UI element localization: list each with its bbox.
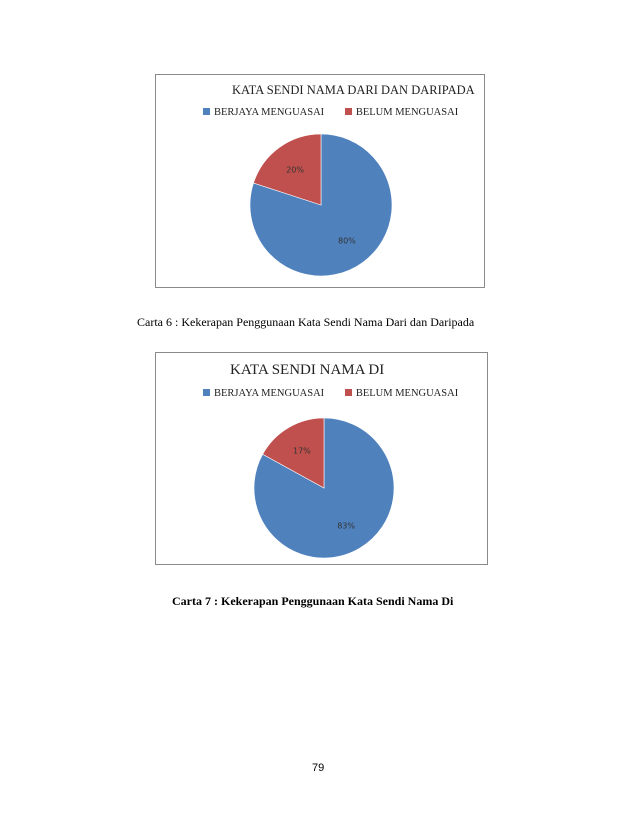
chart-caption: Carta 6 : Kekerapan Penggunaan Kata Sendi Nama Dari dan Daripada (137, 315, 475, 329)
page-number: 79 (312, 762, 325, 774)
chart-caption: Carta 7 : Kekerapan Penggunaan Kata Sendi Nama Di (172, 594, 454, 608)
data-label-berjaya: 80% (338, 236, 356, 246)
legend-label-berjaya: BERJAYA MENGUASAI (214, 107, 325, 118)
data-label-belum: 20% (286, 165, 304, 175)
data-label-berjaya: 83% (337, 521, 355, 531)
legend-label-belum: BELUM MENGUASAI (355, 107, 459, 118)
pie-plot (156, 353, 489, 566)
data-label-belum: 17% (293, 446, 311, 456)
pie-chart-di (155, 352, 488, 565)
legend-label-belum: BELUM MENGUASAI (355, 388, 459, 399)
legend-label-berjaya: BERJAYA MENGUASAI (214, 388, 325, 399)
chart-title: KATA SENDI NAMA DARI DAN DARIPADA (232, 83, 475, 97)
chart-title: KATA SENDI NAMA DI (230, 362, 385, 378)
pie-chart-dari-daripada (155, 74, 485, 288)
pie-plot (156, 75, 486, 289)
